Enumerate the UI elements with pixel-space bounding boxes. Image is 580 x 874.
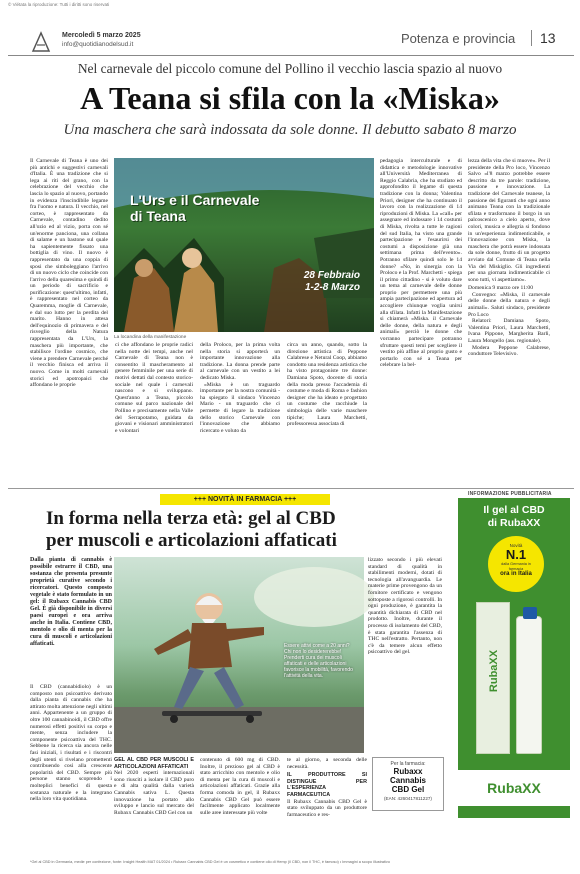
ad-headline [46, 508, 426, 552]
pharmacy-product-name-1: Rubaxx [393, 767, 423, 776]
ad-body-column-3 [200, 757, 280, 816]
ad-subheading: GEL AL CBD PER MUSCOLI E ARTICOLAZIONI AFFATICATI [114, 757, 194, 770]
ad-lead-text: Dalla pianta di cannabis è possibile estrarre il CBD, una sostanza che presenta presunte proprietà curative secondo i ricercatori. Questo composto vegetale è stato formulato in un gel: il Rubaxx Cannabis CBD Gel. È già disponibile in diversi paesi europei e ora arriva anche in Italia. Contiene CBD, mentolo e olio di menta per la cura di muscoli e articolazioni affaticati. [30, 557, 112, 647]
side-panel-title-line-1: Il gel al CBD [483, 504, 545, 516]
ad-footnote: *Gel al CBD in Germania, medie per confezione, fonte: Insight Health MAT 01/2024 • Rubaxx Cannabis CBD Gel è un cosmetico e contiene olio di Hemp (il CBD, non il THC, è famoso) • Immagini a scopo illustrativo [30, 860, 390, 864]
issue-date: Mercoledì 5 marzo 2025 [62, 32, 141, 39]
article-column-5 [380, 158, 462, 482]
article-subhead: Una maschera che sarà indossata da sole donne. Il debutto sabato 8 marzo [63, 122, 517, 138]
article-paragraph: «Miska è un traguardo importante per la nostra comunità - ha spiegato il sindaco Vincenzo Mario - un traguardo che ci permette di legare la tradizione dello storico Carnevale con l'innovazione che abbiamo ricercato e voluto da [200, 381, 280, 434]
pharmacy-info-box [372, 757, 444, 811]
article-paragraph: pedagogia interculturale e di didattica e metodologie innovative all'Università Mediterranea di Reggio Calabria, che ha studiato ed approfondito il legame di questa tradizione con la donna; Valentina Priori, designer che ha continuato il lavoro con la realizzazione di 14 riproduzioni di Miska. La «call» per assegnare ed indossare i 14 costumi di Miska, rivolta a tutte le ragioni del sud Italia, ha visto una grande partecipazione e l'esaurirsi dei costumi a disposizione già una settimana prima dell'evento». Potranno sfilare quindi solo le 14 donne? «No, in sinergia con la Proloco e la Prof. Marchetti - spiega il primo cittadino - si è voluto dare un tema al carnevale delle donne proprio per permettere una più ampia partecipazione ed apertura ad accogliere chiunque voglia unirsi alla sfilata. Infatti la Manifestazione si chiamerà «Miska. il Carnevale delle donne, della natura e degli animali» perciò le donne che vorranno partecipare potranno sfruttare questi temi per scegliere il vestito più affine al proprio gusto e portarlo con sé a Teana per celebrare la bel- [380, 158, 462, 369]
ad-separator [8, 488, 574, 489]
poster-dates [304, 270, 360, 294]
article-paragraph: Convegno: «Miska, il carnevale delle donne della natura e degli animali». Saluti sindaco, presidente Pro Loco [468, 291, 550, 318]
poster-date-1: 28 Febbraio [303, 270, 360, 281]
pharmacy-label: Per la farmacia: [390, 761, 426, 767]
product-box [476, 602, 510, 754]
ad-paragraph: te al giorno, a seconda delle necessità. [287, 757, 367, 770]
badge-top-text: Novità [509, 543, 523, 548]
ad-body-column-2 [114, 757, 194, 816]
tube-cap [523, 607, 537, 619]
newspaper-logo-icon [32, 32, 50, 52]
poster-title [130, 192, 259, 224]
article-paragraph: circa un anno, quando, sotto la direzione artistica di Peppone Calabrese e Netural Coop, abbiamo condotto una residenza artistica che ha visto protagoniste tre donne: Damiana Spoto, docente di storia della moda presso l'accademia di costume e moda di Roma e fashion designer che ha ideato e progettato un costume che racchiude la simbologia delle varie maschere tipiche; Laura Marchetti, professoressa associata di [287, 342, 367, 428]
ad-paragraph: Nel 2020 esperti internazionali sono riusciti a isolare il CBD puro e di alta qualità dalla varietà Cannabis sativa L. Questa innovazione ha portato allo sviluppo e lancio sul mercato del Rubaxx Cannabis CBD Gel con un [114, 770, 194, 816]
pharmacy-product-name-3: CBD Gel [391, 785, 425, 794]
number-one-badge [488, 536, 544, 592]
poster-image [114, 158, 374, 332]
pharmacy-ean-code: (EAN: 4260417811227) [384, 796, 432, 801]
article-headline: A Teana si sfila con la «Miska» [80, 80, 500, 116]
article-paragraph: ci che affondano le proprie radici nella notte dei tempi, anche nel Carnevale di Teana non è consentito il mascheramento al genere femminile per una serie di motivi dettati dal contesto storico-sociale nel quale i carnevali nascono e si sviluppano. Quest'anno a Teana, piccolo comune sul parco nazionale del Pollino e precisamente nella Valle del Serrapotamo, guidata da giovani e visionari amministratori e volontari [115, 342, 193, 434]
masthead [8, 12, 574, 56]
poster-caption: La locandina della manifestazione [114, 335, 187, 340]
side-logo-band [458, 770, 570, 806]
poster-date-2: 1-2-8 Marzo [304, 282, 360, 293]
article-paragraph: lezza della vita che si muove». Per il presidente della Pro loco, Vincenzo Salvo «l'8 marzo potrebbe essere descritto da tre parole: tradizione, passione e innovazione. La tradizione del Carnevale teanese, la passione dei figuranti che ogni anno animano Teana con la tradizionale sfilata e trasformano il borgo in un palcoscenico a cielo aperto, dove colori, musica e allegria si fondono in un'esperienza indimenticabile, e l'innovazione con Miska, la maschera che potrà essere indossata da sole donne, frutto di un progetto avviato dal Comune di Teana nella Via del Miskiglio. Gli ingredienti per una giornata indimenticabile ci sono tutti, vi aspettiamo». [468, 158, 551, 283]
section-name: Potenza e provincia [401, 31, 516, 46]
advertising-label: INFORMAZIONE PUBBLICITARIA [468, 491, 552, 497]
article-column-1 [30, 158, 108, 482]
product-tube [516, 616, 542, 754]
ad-body-column-right [368, 557, 442, 753]
ad-paragraph: Il CBD (cannabidiolo) è un composto non psicoattivo derivato dalla pianta di cannabis che ha attirato molta attenzione negli ultimi anni. Appartenente a un gruppo di oltre 100 cannabinoidi, il CBD offre numerosi effetti positivi su corpo e mente, senza includere la componente psicoattiva del THC. Sebbene la ricerca sia ancora nelle fasi iniziali, i risultati e i riscontri degli utenti si rivelano promettenti contribuendo così alla crescente popolarità del CBD. Sempre più persone stanno scoprendo i molteplici benefici di questa sostanza naturale e la integrano nella loro vita quotidiana. [30, 684, 112, 803]
badge-mid-text: dalla Germania in farmacia [501, 562, 531, 571]
side-logo: RubaXX [487, 780, 541, 796]
side-panel-title-line-2: di RubaXX [487, 517, 541, 529]
pharmacy-product-name-2: Cannabis [389, 776, 426, 785]
article-paragraph: Il Carnevale di Teana è uno dei più antichi e suggestivi carnevali d'Italia. È una tradizione che si lega ai riti del grano, con la celebrazione del vecchio che lascia lo spazio al nuovo, portando in evidenza l'inscindibile legame fra l'uomo e natura. Il vecchio, nel corteo, è rappresentato da Carnevale, contadino dedito all'ozio ed al vizio, porta con sé un'enorme panciona, una collana di salame e un bastone sul quale ha sapientemente fissato una bottiglia di vino. Il nuovo è rappresentato da una coppia di sposi che simboleggiano l'arrivo di un nuovo ciclo che coincide con l'arrivo della quaresima e quindi di un periodo di sacrificio e purificazione: quest'ultimo, infatti, è rappresentato nel corteo da Quaremma, moglie di Carnevale, e dal suo lutto per la perdita del marito. Hanno in attesa dell'equinozio di primavera e del risveglio della Natura rappresentata da L'Urs, la maschera più importante, che stabilisce l'ordine cosmico, che viene a prendere Carnevale perché il vecchio finisca ed arriva il nuovo. Come in molti carnevali storici ed apotropaici che affondano le proprie [30, 158, 108, 389]
ad-body-column-4 [287, 757, 367, 818]
article-column-2 [115, 342, 193, 482]
product-box-brand: RubaXX [488, 649, 500, 693]
article-column-3 [200, 342, 280, 482]
side-panel-title [458, 504, 570, 530]
ad-photo [114, 557, 364, 753]
article-paragraph: della Proloco, per la prima volta nella storia si apporterà un importante innovazione alla tradizione. La donna prende parte al carnevale con un vestito a lei dedicato Miska. [200, 342, 280, 381]
article-paragraph: Relatori: Damiana Spoto, Valentina Priori, Laura Marchetti, Ivana Pippone, Margherita Barli, Laura Mongello (ass. regionale). [468, 318, 550, 345]
masthead-rule [8, 55, 574, 56]
ad-photo-caption: Essere attivi come a 20 anni? Chi non lo desidererebbe! Prenderti cura dei muscoli affaticati e delle articolazioni favorisce la mobilità, favorendo l'attività della vita. [284, 643, 353, 679]
page-number: 13 [540, 30, 556, 46]
article-column-6 [468, 158, 550, 482]
carnival-figures-illustration [114, 158, 374, 332]
event-time: Domenica 9 marzo ore 11:00 [468, 285, 534, 292]
ad-paragraph: contenuto di 600 mg di CBD. Inoltre, il prezioso gel al CBD è stato arricchito con mentolo e olio di menta per la cura di muscoli e articolazioni affaticati. Grazie alla forma comoda in gel, il Rubaxx Cannabis CBD Gel può essere facilmente applicato localmente sulle aree interessate più volte [200, 757, 280, 816]
ad-lead [30, 557, 112, 682]
ad-paragraph: Il Rubaxx Cannabis CBD Gel è stato sviluppato da un produttore farmaceutico e res- [287, 798, 367, 818]
contact-email[interactable]: info@quotidianodelsud.it [62, 41, 134, 48]
ad-banner: +++ NOVITÀ IN FARMACIA +++ [160, 494, 330, 505]
poster-title-line-2: di Teana [130, 208, 186, 224]
ad-headline-line-2: per muscoli e articolazioni affaticati [46, 530, 337, 551]
ad-headline-line-1: In forma nella terza età: gel al CBD [46, 508, 336, 529]
article-kicker: Nel carnevale del piccolo comune del Pollino il vecchio lascia spazio al nuovo [77, 61, 503, 76]
article-column-4 [287, 342, 367, 482]
copyright-notice: © Viétata la riproduzione: Tutti i diritti sono riservati [8, 2, 110, 7]
poster-title-line-1: L'Urs e il Carnevale [130, 192, 260, 208]
ad-subheading: IL PRODUTTORE SI DISTINGUE PER L'ESPERIENZA FARMACEUTICA [287, 772, 367, 798]
badge-bottom-text: ora in Italia [500, 571, 532, 577]
badge-main-text: N.1 [505, 547, 527, 562]
product-side-panel [458, 498, 570, 818]
ad-paragraph: lizzato secondo i più elevati standard di qualità in stabilimenti moderni, dotati di tecnologia all'avanguardia. Le materie prime provengono da un fornitore certificato e vengono sottoposte a rigorosi controlli. In ogni produzione, è garantita la quantità dichiarata di CBD nel prodotto. Inoltre, durante il processo di isolamento del CBD, è stata garantita l'assenza di THC nell'estratto. Pertanto, non c'è da temere alcun effetto psicoattivo del gel. [368, 557, 442, 656]
masthead-divider [531, 30, 532, 46]
article-paragraph: Modera Peppone Calabrese, conduttore Televisivo. [468, 344, 550, 358]
ad-body-column-1 [30, 684, 112, 806]
